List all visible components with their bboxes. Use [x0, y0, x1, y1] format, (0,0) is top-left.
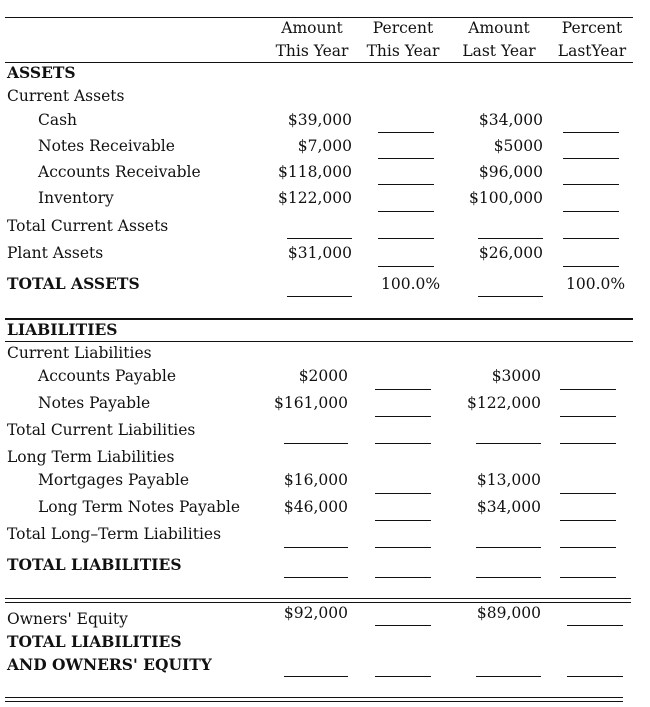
notes-payable-label: Notes Payable — [38, 394, 151, 412]
accounts-receivable-last-year: $96,000 — [478, 163, 543, 181]
total-liabilities-equity-percent-last-year-blank — [567, 676, 623, 677]
accounts-payable-last-year: $3000 — [491, 367, 541, 385]
owners-equity-percent-last-year-blank — [567, 625, 623, 626]
long-term-liabilities-title: Long Term Liabilities — [7, 448, 175, 466]
total-liabilities-label: TOTAL LIABILITIES — [7, 555, 182, 574]
total-current-assets-percent-last-year-blank — [563, 238, 619, 239]
cash-label: Cash — [38, 111, 78, 129]
notes-receivable-label: Notes Receivable — [38, 137, 175, 155]
total-current-liabilities-last-year-blank — [476, 443, 541, 444]
owners-equity-this-year: $92,000 — [283, 604, 348, 622]
cash-last-year: $34,000 — [478, 111, 543, 129]
total-liabilities-percent-this-year-blank — [375, 577, 431, 578]
header-percent-this-year-line2: This Year — [366, 42, 440, 60]
accounts-payable-percent-this-year-blank — [375, 389, 431, 390]
assets-title: ASSETS — [7, 63, 76, 82]
cash-percent-this-year-blank — [378, 132, 434, 133]
plant-assets-this-year: $31,000 — [287, 244, 352, 262]
equity-double-rule-bottom — [5, 602, 631, 603]
total-current-assets-this-year-blank — [287, 238, 352, 239]
total-long-term-liabilities-this-year-blank — [284, 547, 348, 548]
accounts-receivable-percent-this-year-blank — [378, 184, 434, 185]
total-liabilities-equity-label-line1: TOTAL LIABILITIES — [7, 632, 182, 651]
inventory-percent-last-year-blank — [563, 211, 619, 212]
notes-payable-percent-this-year-blank — [375, 416, 431, 417]
total-long-term-liabilities-label: Total Long–Term Liabilities — [7, 525, 222, 543]
long-term-notes-payable-last-year: $34,000 — [476, 498, 541, 516]
notes-payable-percent-last-year-blank — [560, 416, 616, 417]
long-term-notes-payable-this-year: $46,000 — [283, 498, 348, 516]
mortgages-payable-this-year: $16,000 — [283, 471, 348, 489]
accounts-receivable-this-year: $118,000 — [278, 163, 352, 181]
cash-this-year: $39,000 — [287, 111, 352, 129]
accounts-payable-percent-last-year-blank — [560, 389, 616, 390]
total-long-term-liabilities-percent-this-year-blank — [375, 547, 431, 548]
long-term-notes-payable-label: Long Term Notes Payable — [38, 498, 240, 516]
header-percent-this-year-line1: Percent — [372, 19, 434, 37]
total-liabilities-equity-last-year-blank — [476, 676, 541, 677]
inventory-percent-this-year-blank — [378, 211, 434, 212]
long-term-notes-payable-percent-last-year-blank — [560, 520, 616, 521]
notes-receivable-this-year: $7,000 — [297, 137, 352, 155]
bottom-double-rule-bottom — [5, 701, 623, 702]
total-liabilities-percent-last-year-blank — [560, 577, 616, 578]
total-assets-percent-this-year: 100.0% — [381, 275, 441, 293]
total-current-assets-percent-this-year-blank — [378, 238, 434, 239]
total-current-assets-last-year-blank — [478, 238, 543, 239]
header-amount-last-year-line2: Last Year — [462, 42, 536, 60]
long-term-notes-payable-percent-this-year-blank — [375, 520, 431, 521]
header-amount-last-year-line1: Amount — [468, 19, 530, 37]
current-liabilities-title: Current Liabilities — [7, 344, 152, 362]
equity-double-rule-top — [5, 598, 631, 599]
accounts-receivable-label: Accounts Receivable — [38, 163, 201, 181]
inventory-last-year: $100,000 — [469, 189, 543, 207]
liabilities-title-rule — [5, 341, 633, 342]
inventory-this-year: $122,000 — [278, 189, 352, 207]
total-liabilities-last-year-blank — [476, 577, 541, 578]
total-long-term-liabilities-percent-last-year-blank — [560, 547, 616, 548]
accounts-receivable-percent-last-year-blank — [563, 184, 619, 185]
header-percent-last-year-line2: LastYear — [557, 42, 627, 60]
header-amount-this-year-line2: This Year — [275, 42, 349, 60]
mortgages-payable-label: Mortgages Payable — [38, 471, 190, 489]
total-liabilities-this-year-blank — [284, 577, 348, 578]
total-current-liabilities-percent-last-year-blank — [560, 443, 616, 444]
mortgages-payable-percent-this-year-blank — [375, 493, 431, 494]
top-rule — [5, 17, 633, 18]
total-current-assets-label: Total Current Assets — [7, 217, 169, 235]
plant-assets-label: Plant Assets — [7, 244, 104, 262]
notes-receivable-last-year: $5000 — [493, 137, 543, 155]
header-percent-last-year-line1: Percent — [561, 19, 623, 37]
liabilities-title: LIABILITIES — [7, 320, 118, 339]
header-rule — [5, 62, 633, 63]
bottom-double-rule-top — [5, 697, 623, 698]
notes-payable-last-year: $122,000 — [467, 394, 541, 412]
total-assets-this-year-blank — [287, 296, 352, 297]
total-assets-percent-last-year: 100.0% — [566, 275, 626, 293]
owners-equity-label: Owners' Equity — [7, 610, 128, 628]
inventory-label: Inventory — [38, 189, 114, 207]
total-liabilities-equity-this-year-blank — [284, 676, 348, 677]
total-assets-label: TOTAL ASSETS — [7, 274, 140, 293]
mortgages-payable-percent-last-year-blank — [560, 493, 616, 494]
plant-assets-percent-this-year-blank — [378, 266, 434, 267]
notes-receivable-percent-this-year-blank — [378, 158, 434, 159]
current-assets-title: Current Assets — [7, 87, 125, 105]
total-assets-last-year-blank — [478, 296, 543, 297]
accounts-payable-label: Accounts Payable — [38, 367, 176, 385]
total-liabilities-equity-percent-this-year-blank — [375, 676, 431, 677]
total-current-liabilities-percent-this-year-blank — [375, 443, 431, 444]
notes-receivable-percent-last-year-blank — [563, 158, 619, 159]
plant-assets-last-year: $26,000 — [478, 244, 543, 262]
total-current-liabilities-this-year-blank — [284, 443, 348, 444]
plant-assets-percent-last-year-blank — [563, 266, 619, 267]
owners-equity-last-year: $89,000 — [476, 604, 541, 622]
total-liabilities-equity-label-line2: AND OWNERS' EQUITY — [7, 655, 212, 674]
notes-payable-this-year: $161,000 — [274, 394, 348, 412]
total-long-term-liabilities-last-year-blank — [476, 547, 541, 548]
total-current-liabilities-label: Total Current Liabilities — [7, 421, 196, 439]
mortgages-payable-last-year: $13,000 — [476, 471, 541, 489]
accounts-payable-this-year: $2000 — [298, 367, 348, 385]
cash-percent-last-year-blank — [563, 132, 619, 133]
owners-equity-percent-this-year-blank — [375, 625, 431, 626]
header-amount-this-year-line1: Amount — [281, 19, 343, 37]
